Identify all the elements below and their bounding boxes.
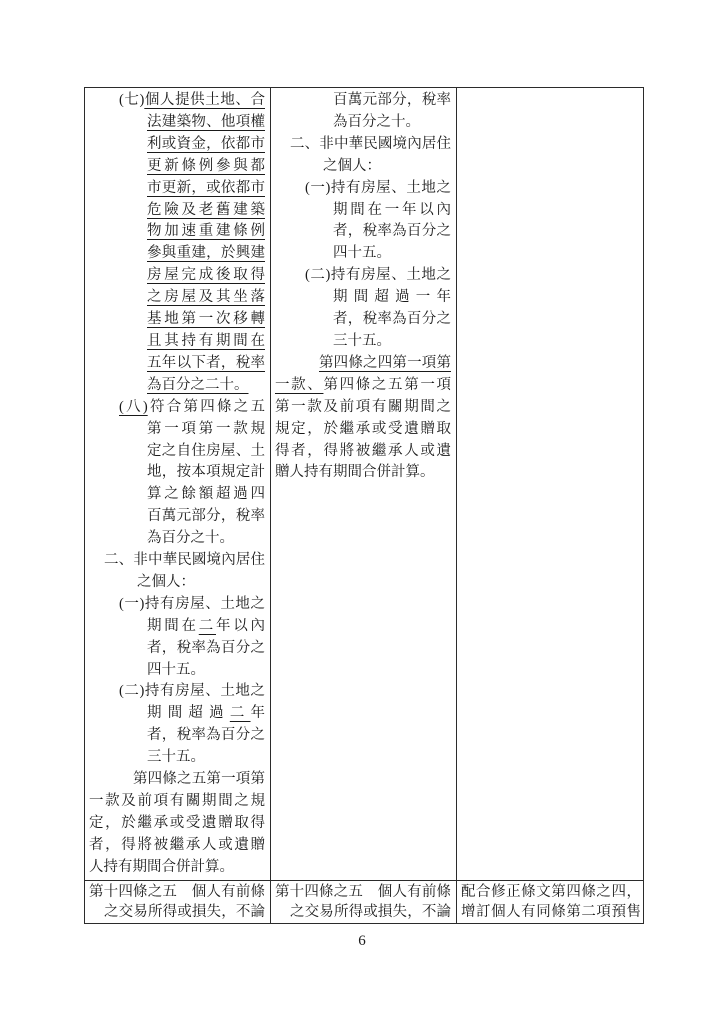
text-line — [275, 156, 451, 178]
text-segment: 期間在 — [147, 617, 199, 634]
text-line — [275, 112, 451, 134]
text-line — [461, 902, 641, 922]
underlined-text-segment: 市更新，或依都市 — [147, 179, 265, 196]
text-segment: 第四條之五第一項第 — [133, 771, 265, 788]
text-line — [89, 769, 265, 791]
text-segment: 者，稅率為百分之 — [147, 639, 265, 656]
text-segment: 人持有期間合併計算。 — [89, 858, 234, 875]
text-line — [89, 221, 265, 243]
text-line — [89, 419, 265, 441]
table-cell-col1 — [85, 88, 271, 880]
text-line — [275, 243, 451, 265]
text-segment: 第四條之五第一項 — [323, 376, 452, 393]
text-line — [89, 287, 265, 309]
text-line — [89, 353, 265, 375]
text-line — [89, 638, 265, 660]
table-cell-col2 — [271, 881, 457, 923]
text-line — [89, 725, 265, 747]
underlined-text-segment: 房屋完成後取得 — [147, 267, 265, 284]
text-segment: 三十五。 — [333, 332, 391, 349]
text-segment: 者，稅率為百分之 — [333, 223, 451, 240]
text-line — [89, 90, 265, 112]
text-line — [461, 882, 641, 902]
law-comparison-table — [84, 87, 644, 924]
text-segment: 期間在一年以內 — [333, 201, 451, 218]
text-line — [89, 484, 265, 506]
text-line — [89, 882, 265, 902]
text-line — [275, 178, 451, 200]
page-number: 6 — [358, 933, 366, 949]
text-line — [89, 397, 265, 419]
text-line — [275, 462, 451, 484]
text-line — [89, 835, 265, 857]
text-line — [275, 397, 451, 419]
text-segment: (七) — [119, 92, 145, 108]
text-line — [275, 309, 451, 331]
underlined-text-segment: (八) — [119, 398, 148, 415]
text-line — [89, 857, 265, 879]
text-line — [89, 902, 265, 922]
text-line — [275, 221, 451, 243]
text-segment: 年 — [250, 705, 266, 722]
text-line — [275, 200, 451, 222]
text-segment: 四十五。 — [333, 245, 391, 262]
underlined-text-segment: 二 — [198, 617, 216, 634]
text-segment: 二、非中華民國境內居住 — [104, 552, 265, 569]
text-segment: 年以內 — [216, 617, 265, 634]
underlined-text-segment: 更新條例參與都 — [147, 157, 265, 174]
text-line — [275, 353, 451, 375]
text-line — [275, 90, 451, 112]
text-line — [89, 791, 265, 813]
text-line — [275, 882, 451, 902]
text-segment: 四十五。 — [147, 661, 205, 678]
text-line — [89, 747, 265, 769]
text-line — [275, 441, 451, 463]
text-segment: 得者，得將被繼承人或遺 — [275, 442, 451, 459]
text-segment: (二)持有房屋、土地之 — [305, 267, 451, 284]
underlined-text-segment: 利或資金，依都市 — [147, 135, 265, 152]
underlined-text-segment: 危險及老舊建築 — [147, 201, 265, 218]
text-segment: 第十四條之五 個人有前條 — [89, 884, 265, 900]
text-segment: 算之餘額超過四 — [147, 486, 265, 503]
text-segment: 二、非中華民國境內居住 — [290, 135, 451, 152]
text-segment: 第十四條之五 個人有前條 — [275, 884, 451, 900]
table-cell-col1 — [85, 881, 271, 923]
text-segment: 地，按本項規定計 — [147, 464, 265, 481]
underlined-text-segment: 物加速重建條例 — [147, 223, 265, 240]
text-segment: 定之自住房屋、土 — [147, 442, 265, 459]
text-line — [89, 528, 265, 550]
text-line — [89, 462, 265, 484]
text-line — [275, 265, 451, 287]
text-line — [89, 178, 265, 200]
text-segment: 規定，於繼承或受遺贈取 — [275, 420, 451, 437]
text-segment: 贈人持有期間合併計算。 — [275, 464, 435, 481]
text-segment: 者，稅率為百分之 — [333, 311, 451, 328]
text-line — [89, 134, 265, 156]
text-segment: 三十五。 — [147, 749, 205, 766]
underlined-text-segment: 第四條之四第一項第 — [319, 354, 451, 371]
text-line — [89, 331, 265, 353]
underlined-text-segment: 且其持有期間在 — [147, 332, 265, 349]
text-line — [89, 594, 265, 616]
text-line — [89, 441, 265, 463]
underlined-text-segment: 法建築物、他項權 — [147, 113, 265, 130]
text-segment: 為百分之十。 — [147, 530, 234, 547]
text-line — [89, 200, 265, 222]
text-segment: 符合第四條之五 — [147, 398, 265, 415]
text-segment: (二)持有房屋、土地之 — [119, 683, 265, 700]
text-line — [275, 902, 451, 922]
table-cell-col2 — [271, 88, 457, 880]
underlined-text-segment: 基地第一次移轉 — [147, 311, 265, 328]
text-segment: 者，稅率為百分之 — [147, 727, 265, 744]
text-segment: 百萬元部分，稅率 — [333, 92, 451, 108]
text-segment: (一)持有房屋、土地之 — [119, 595, 265, 612]
text-segment: 配合修正條文第四條之四， — [461, 884, 641, 900]
text-line — [275, 287, 451, 309]
text-line — [89, 813, 265, 835]
text-line — [275, 419, 451, 441]
underlined-text-segment: 一款、 — [275, 376, 324, 393]
underlined-text-segment: 為百分之二十。 — [147, 376, 249, 393]
text-segment: 者，得將被繼承人或遺贈 — [89, 836, 265, 853]
text-line — [89, 681, 265, 703]
table-row — [85, 880, 643, 923]
text-line — [89, 309, 265, 331]
underlined-text-segment: 參與重建，於興建 — [147, 245, 265, 262]
text-segment: 期間超過 — [147, 705, 230, 722]
text-segment: 增訂個人有同條第二項預售 — [461, 904, 641, 920]
text-line — [89, 265, 265, 287]
table-cell-col3 — [457, 88, 643, 880]
underlined-text-segment: 五年以下者，稅率 — [147, 354, 265, 371]
text-segment: 為百分之十。 — [333, 113, 420, 130]
text-segment: 期間超過一年 — [333, 289, 451, 306]
text-line — [89, 506, 265, 528]
text-segment: 第一款及前項有關期間之 — [275, 398, 451, 415]
text-segment: (一)持有房屋、土地之 — [305, 179, 451, 196]
underlined-text-segment: 之房屋及其坐落 — [147, 289, 265, 306]
text-line — [89, 616, 265, 638]
text-line — [89, 550, 265, 572]
text-segment: 定，於繼承或受遺贈取得 — [89, 814, 265, 831]
text-segment: 之交易所得或損失，不論 — [290, 904, 451, 920]
text-line — [89, 156, 265, 178]
text-segment: 第一項第一款規 — [147, 420, 265, 437]
text-segment: 之個人： — [323, 157, 381, 174]
text-line — [89, 243, 265, 265]
underlined-text-segment: 個人提供土地、合 — [144, 92, 265, 108]
text-segment: 之個人： — [137, 573, 195, 590]
text-segment: 之交易所得或損失，不論 — [104, 904, 265, 920]
text-line — [89, 660, 265, 682]
text-line — [89, 703, 265, 725]
text-segment: 一款及前項有關期間之規 — [89, 793, 265, 809]
text-segment: 百萬元部分，稅率 — [147, 508, 265, 525]
text-line — [275, 134, 451, 156]
text-line — [275, 375, 451, 397]
underlined-text-segment: 二 — [229, 705, 251, 722]
text-line — [275, 331, 451, 353]
table-cell-col3 — [457, 881, 643, 923]
text-line — [89, 375, 265, 397]
text-line — [89, 112, 265, 134]
text-line — [89, 572, 265, 594]
table-row — [85, 88, 643, 880]
